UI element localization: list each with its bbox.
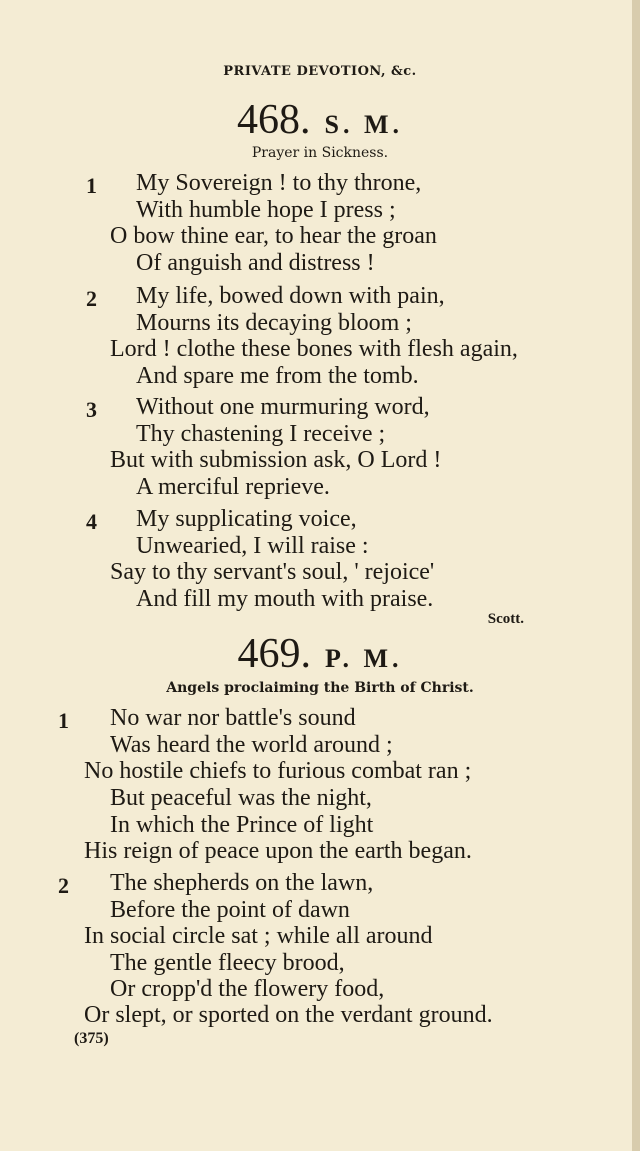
verse-line: In social circle sat ; while all around: [84, 923, 433, 949]
verse-line: Of anguish and distress !: [136, 250, 375, 276]
verse-line: The shepherds on the lawn,: [110, 870, 374, 896]
verse-line: Or slept, or sported on the verdant ground.: [84, 1002, 493, 1028]
verse-number: 2: [86, 286, 97, 311]
verse-number: 1: [58, 708, 69, 733]
verse-line: The gentle fleecy brood,: [110, 950, 345, 976]
verse-line: My life, bowed down with pain,: [136, 283, 445, 309]
verse-line: Was heard the world around ;: [110, 732, 393, 758]
hymn-meter: P. M.: [324, 644, 403, 673]
verse-number: 4: [86, 509, 97, 534]
verse-line: But peaceful was the night,: [110, 785, 372, 811]
running-header: PRIVATE DEVOTION, &c.: [223, 64, 417, 79]
hymn-author: Scott.: [487, 611, 524, 627]
hymn-number: 469.: [237, 631, 311, 677]
verse-line: Mourns its decaying bloom ;: [136, 310, 412, 336]
hymn-number: 468.: [237, 97, 311, 143]
verse-line: But with submission ask, O Lord !: [110, 447, 442, 473]
verse-line: With humble hope I press ;: [136, 197, 396, 223]
verse-line: Or cropp'd the flowery food,: [110, 976, 385, 1002]
page-edge-right: [632, 0, 640, 1151]
page-number: (375): [74, 1030, 109, 1047]
verse-line: A merciful reprieve.: [136, 474, 330, 500]
verse-line: His reign of peace upon the earth began.: [84, 838, 472, 864]
verse-line: No war nor battle's sound: [110, 705, 356, 731]
verse-line: My Sovereign ! to thy throne,: [136, 170, 422, 196]
verse-line: Say to thy servant's soul, ' rejoice': [110, 559, 435, 585]
hymn-meter: S. M.: [324, 110, 403, 139]
verse-line: And fill my mouth with praise.: [136, 586, 434, 612]
verse-line: No hostile chiefs to furious combat ran ;: [84, 758, 472, 784]
verse-line: O bow thine ear, to hear the groan: [110, 223, 437, 249]
hymn-469-heading: [0, 630, 640, 678]
hymn-title: Angels proclaiming the Birth of Christ.: [166, 680, 474, 696]
hymn-title: Prayer in Sickness.: [251, 145, 389, 161]
verse-number: 2: [58, 873, 69, 898]
verse-line: Without one murmuring word,: [136, 394, 430, 420]
verse-line: Thy chastening I receive ;: [136, 421, 386, 447]
verse-line: In which the Prince of light: [110, 812, 374, 838]
verse-line: Lord ! clothe these bones with flesh again,: [110, 336, 518, 362]
verse-line: Before the point of dawn: [110, 897, 350, 923]
hymn-468-heading: [0, 96, 640, 144]
verse-line: Unwearied, I will raise :: [136, 533, 369, 559]
verse-line: And spare me from the tomb.: [136, 363, 419, 389]
verse-number: 1: [86, 173, 97, 198]
verse-line: My supplicating voice,: [136, 506, 357, 532]
verse-number: 3: [86, 397, 97, 422]
